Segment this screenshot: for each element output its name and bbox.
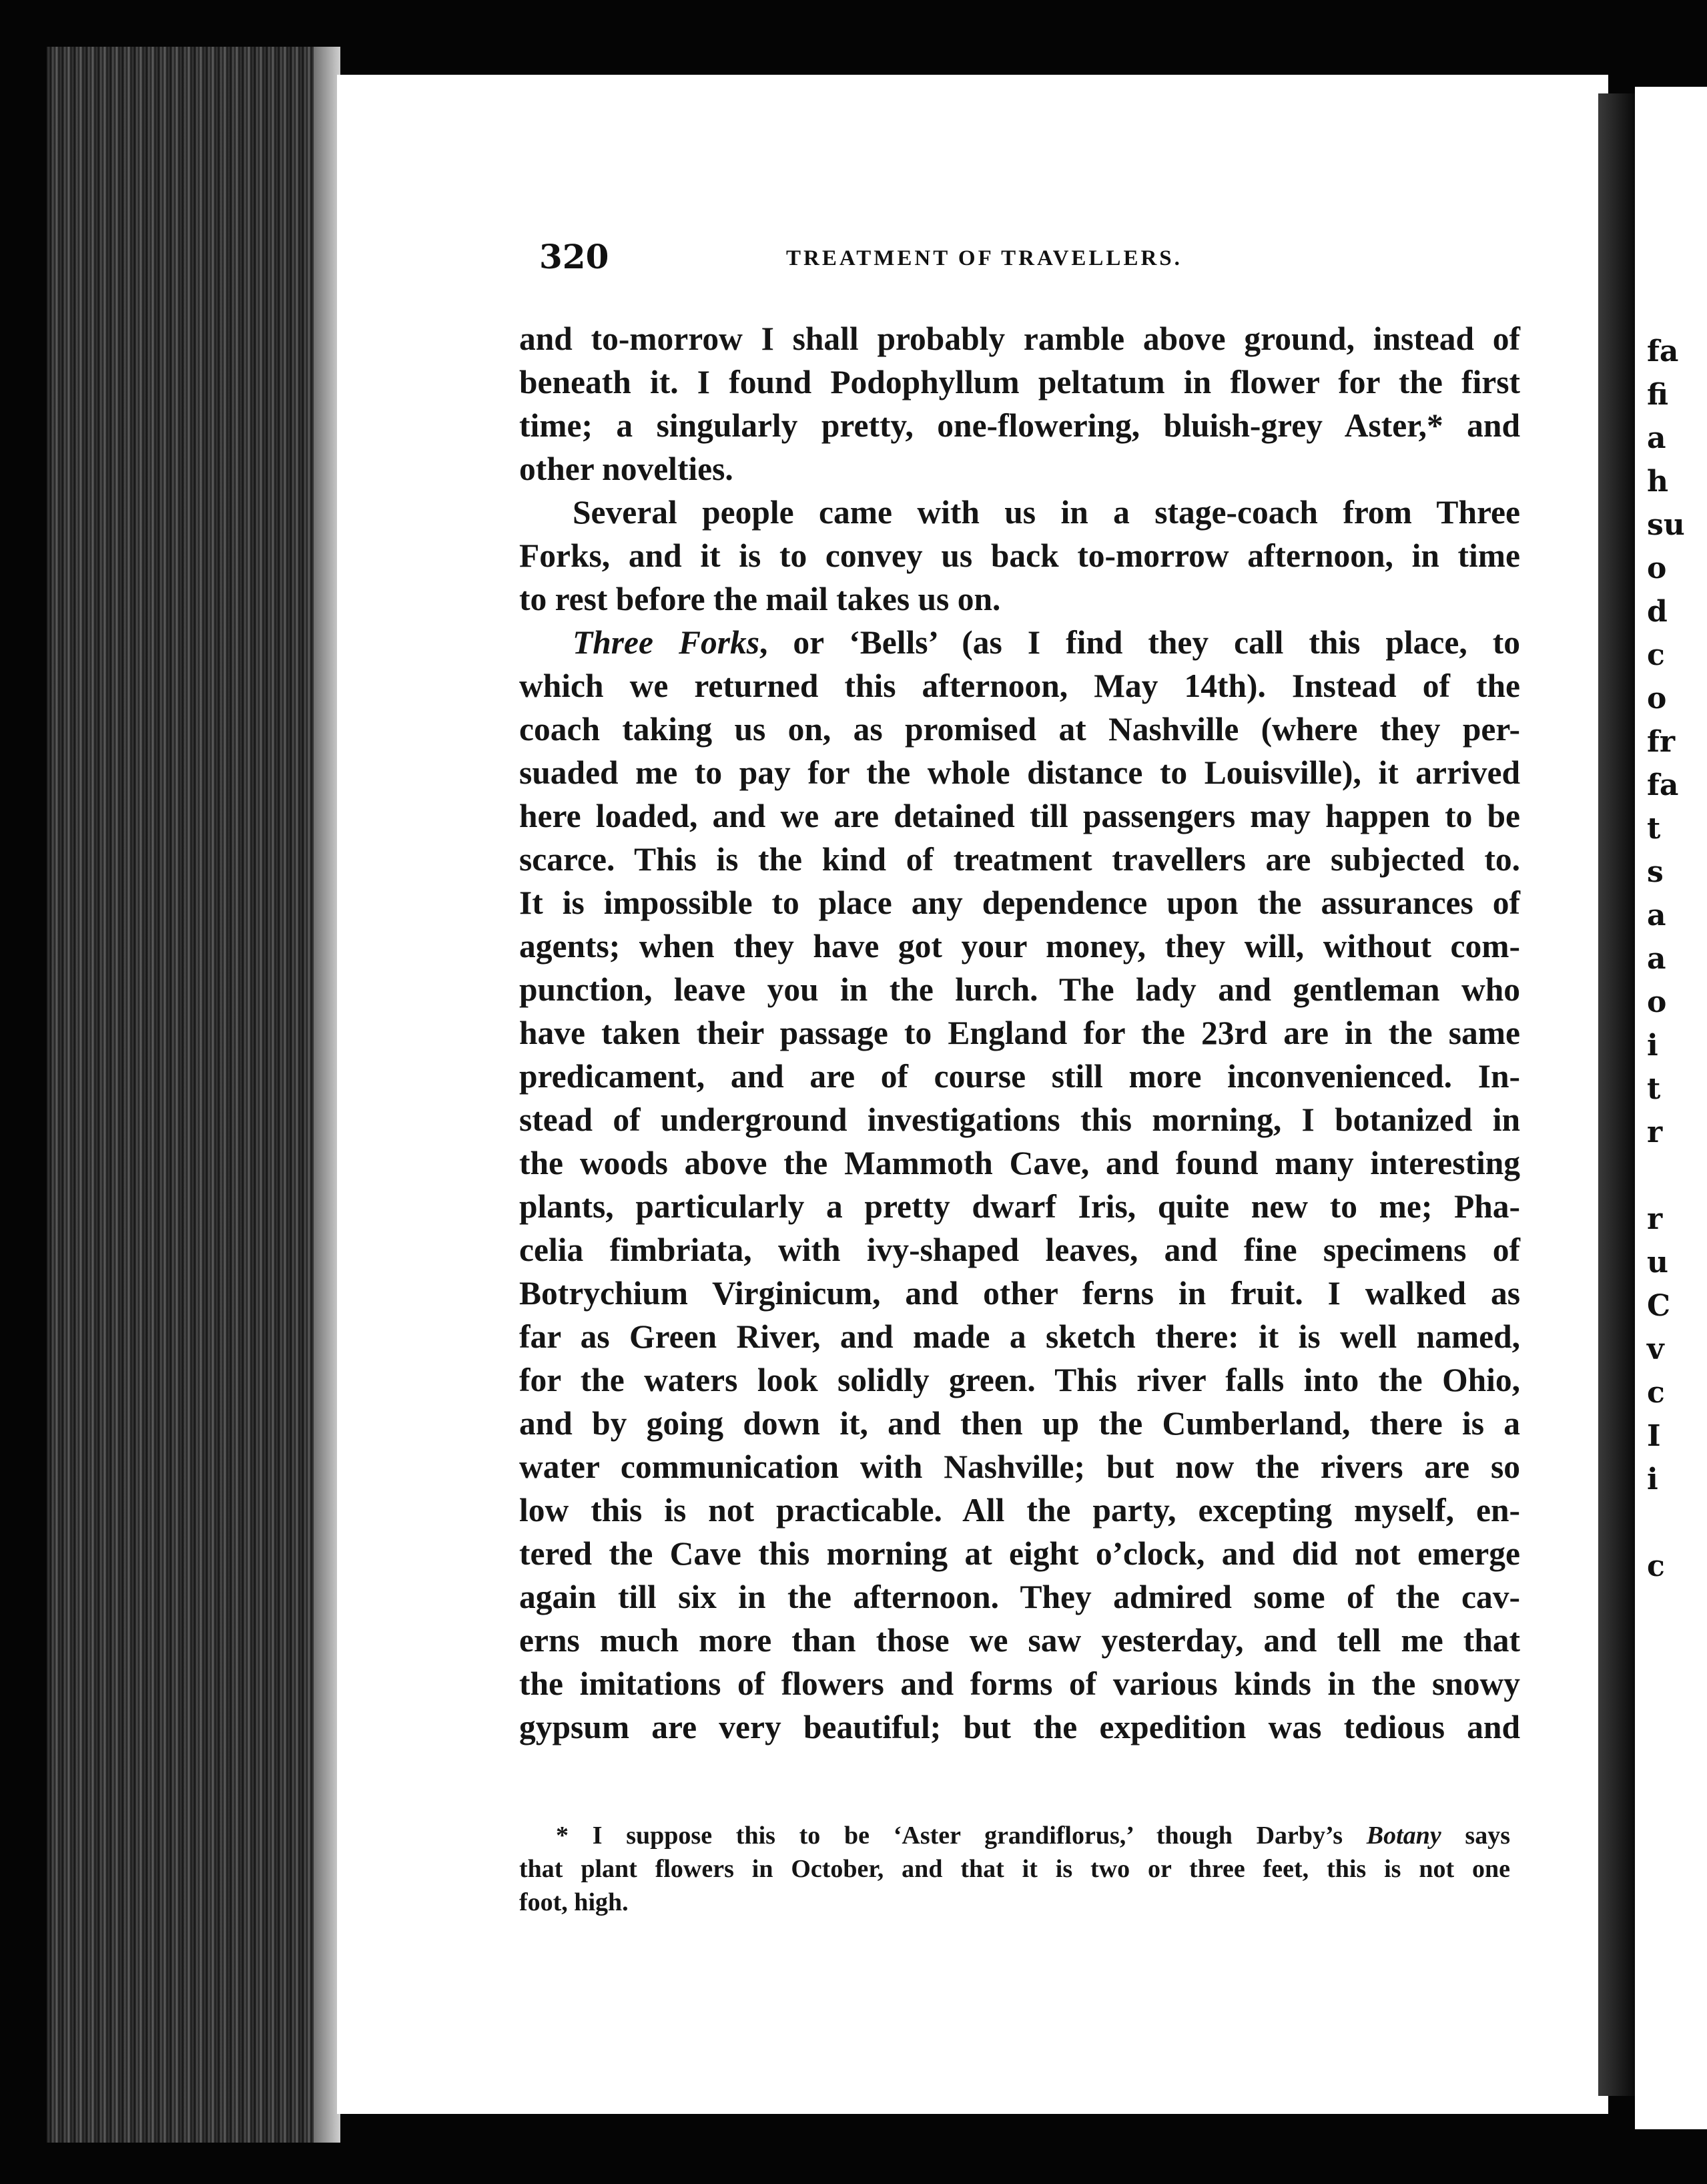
facing-page-letter: fr bbox=[1647, 725, 1676, 759]
text-line: water communication with Nashville; but now the rivers are so bbox=[519, 1448, 1520, 1485]
text-line: here loaded, and we are detained till passengers may happen to be bbox=[519, 798, 1520, 834]
text-line: far as Green River, and made a sketch there: it is well named, bbox=[519, 1318, 1520, 1355]
facing-page-letter: a bbox=[1647, 421, 1666, 455]
text-line: and to-morrow I shall probably ramble above ground, instead of bbox=[519, 320, 1520, 357]
facing-page-letter: a bbox=[1647, 898, 1666, 932]
text-line: the woods above the Mammoth Cave, and found many interesting bbox=[519, 1145, 1520, 1181]
text-line: other novelties. bbox=[519, 451, 733, 487]
facing-page-letter: r bbox=[1647, 1202, 1663, 1236]
text-line: celia fimbriata, with ivy-shaped leaves, and fine specimens of bbox=[519, 1232, 1520, 1268]
footnote-line: * I suppose this to be ‘Aster grandiflorus,’ though Darby’s Botany says bbox=[556, 1822, 1511, 1850]
facing-page-letter: o bbox=[1647, 551, 1667, 585]
facing-page-letter: I bbox=[1647, 1419, 1661, 1453]
text-line: Botrychium Virginicum, and other ferns in fruit. I walked as bbox=[519, 1275, 1520, 1312]
text-line: agents; when they have got your money, they will, without com- bbox=[519, 928, 1520, 965]
text-line: for the waters look solidly green. This river falls into the Ohio, bbox=[519, 1362, 1520, 1398]
facing-page-letter: d bbox=[1647, 595, 1668, 629]
text-line: have taken their passage to England for the 23rd are in the same bbox=[519, 1015, 1520, 1051]
facing-page-letter: r bbox=[1647, 1115, 1663, 1149]
facing-page-letter: fi bbox=[1647, 378, 1668, 412]
text-line: to rest before the mail takes us on. bbox=[519, 581, 1001, 617]
facing-page-letter: a bbox=[1647, 942, 1666, 976]
text-line: coach taking us on, as promised at Nashville (where they per- bbox=[519, 711, 1520, 748]
text-line: Several people came with us in a stage-coach from Three bbox=[573, 494, 1520, 531]
text-line: Forks, and it is to convey us back to-morrow afternoon, in time bbox=[519, 537, 1520, 574]
footnote-line: that plant flowers in October, and that it is two or three feet, this is not one bbox=[519, 1855, 1510, 1883]
running-head bbox=[539, 237, 1273, 277]
facing-page-letter: i bbox=[1647, 1029, 1658, 1063]
facing-page-letter: i bbox=[1647, 1462, 1658, 1496]
text-line: low this is not practicable. All the party, excepting myself, en- bbox=[519, 1492, 1520, 1529]
facing-page-letter: h bbox=[1647, 465, 1668, 499]
footnote bbox=[519, 1819, 1510, 1919]
facing-page-letter: su bbox=[1647, 508, 1685, 542]
text-line: punction, leave you in the lurch. The lady and gentleman who bbox=[519, 971, 1520, 1008]
text-line: plants, particularly a pretty dwarf Iris, quite new to me; Pha- bbox=[519, 1188, 1520, 1225]
text-line: It is impossible to place any dependence upon the assurances of bbox=[519, 884, 1520, 921]
text-line: erns much more than those we saw yesterday, and tell me that bbox=[519, 1622, 1520, 1659]
page-number: 320 bbox=[539, 237, 609, 276]
text-line: predicament, and are of course still more inconvenienced. In- bbox=[519, 1058, 1520, 1095]
book-title-italic: Botany bbox=[1366, 1822, 1441, 1850]
page-edges-left bbox=[47, 47, 340, 2143]
facing-page-letter: o bbox=[1647, 681, 1667, 716]
facing-page-letter: s bbox=[1647, 855, 1664, 889]
text-line: gypsum are very beautiful; but the expedition was tedious and bbox=[519, 1709, 1520, 1745]
facing-page-letter: C bbox=[1647, 1289, 1671, 1323]
text-line: stead of underground investigations this morning, I botanized in bbox=[519, 1101, 1520, 1138]
header-title: TREATMENT OF TRAVELLERS. bbox=[786, 246, 1182, 270]
place-name-italic: Three Forks bbox=[573, 624, 760, 661]
facing-page-letter: t bbox=[1647, 1072, 1661, 1106]
text-line: Three Forks, or ‘Bells’ (as I find they call this place, to bbox=[573, 624, 1520, 661]
facing-page-letter: fa bbox=[1647, 768, 1679, 802]
facing-page-letter: t bbox=[1647, 812, 1661, 846]
text-line: tered the Cave this morning at eight o’clock, and did not emerge bbox=[519, 1535, 1520, 1572]
footnote-line: foot, high. bbox=[519, 1888, 629, 1916]
facing-page-letter: o bbox=[1647, 985, 1667, 1019]
facing-page-letter: fa bbox=[1647, 334, 1679, 368]
text-line: time; a singularly pretty, one-flowering, bluish-grey Aster,* and bbox=[519, 407, 1520, 444]
facing-page-letter: c bbox=[1647, 1549, 1665, 1583]
text-line: the imitations of flowers and forms of various kinds in the snowy bbox=[519, 1665, 1520, 1702]
facing-page-letter: v bbox=[1647, 1332, 1664, 1366]
text-line: suaded me to pay for the whole distance to Louisville), it arrived bbox=[519, 754, 1520, 791]
text-line: scarce. This is the kind of treatment travellers are subjected to. bbox=[519, 841, 1520, 878]
text-line: and by going down it, and then up the Cumberland, there is a bbox=[519, 1405, 1520, 1442]
facing-page-letter: u bbox=[1647, 1246, 1668, 1280]
text-line: beneath it. I found Podophyllum peltatum in flower for the first bbox=[519, 364, 1520, 400]
facing-page-letter: c bbox=[1647, 638, 1665, 672]
book-gutter bbox=[1598, 93, 1635, 2096]
facing-page-letter: c bbox=[1647, 1376, 1665, 1410]
body-text bbox=[519, 317, 1520, 1749]
text-line: again till six in the afternoon. They admired some of the cav- bbox=[519, 1579, 1520, 1615]
facing-page-fragment bbox=[1635, 87, 1707, 2129]
text-line: which we returned this afternoon, May 14th). Instead of the bbox=[519, 667, 1520, 704]
